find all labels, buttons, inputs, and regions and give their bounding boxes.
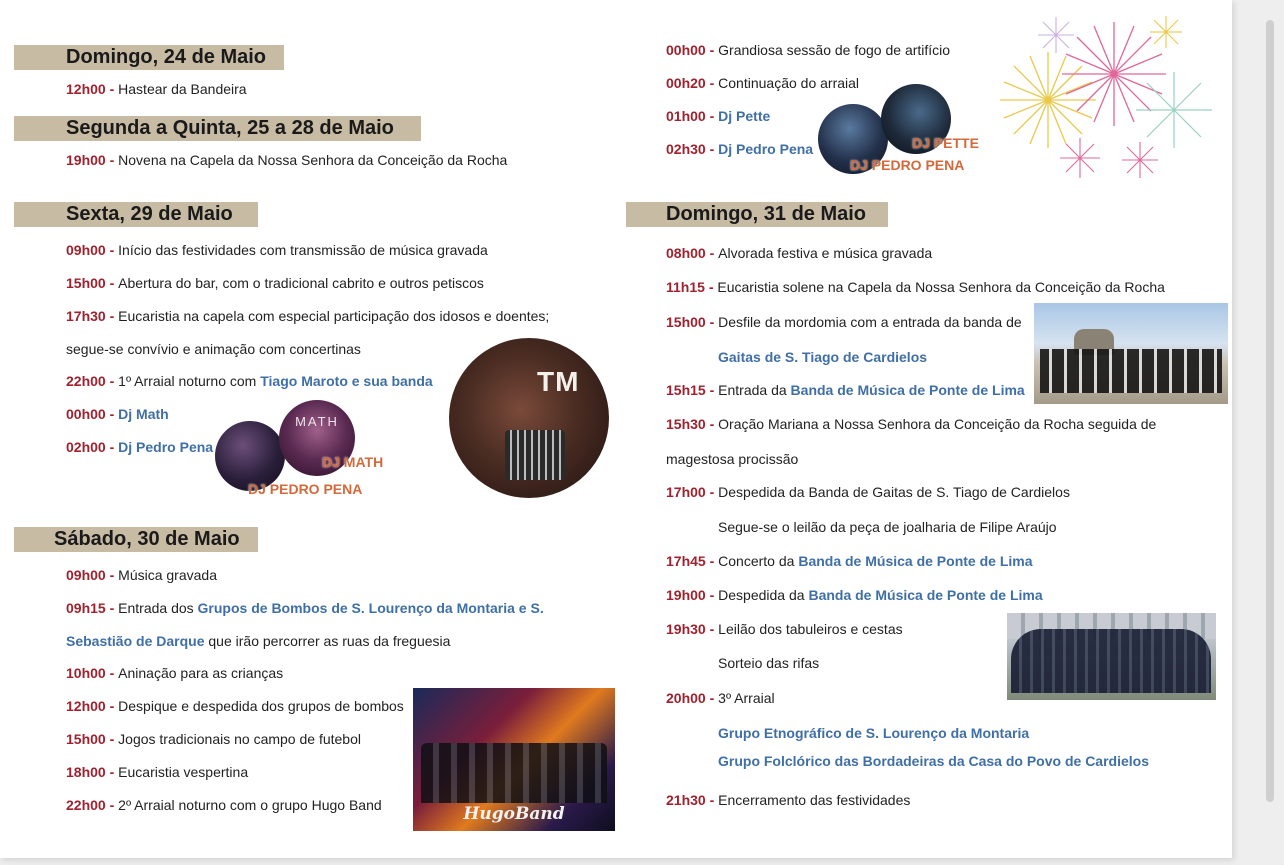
band-members-shape [1040, 349, 1222, 393]
event-highlight: Banda de Música de Ponte de Lima [798, 553, 1033, 569]
math-logo: MATH [295, 414, 339, 429]
schedule-row: 20h00 - 3º Arraial [666, 690, 775, 706]
event-text: Música gravada [118, 567, 217, 583]
event-time: 09h15 [66, 600, 106, 616]
event-time: 20h00 [666, 690, 706, 706]
schedule-row: 12h00 - Despique e despedida dos grupos de bombos [66, 698, 404, 714]
event-text: Hastear da Bandeira [118, 81, 247, 97]
event-time: 17h45 [666, 553, 706, 569]
event-time: 15h30 [666, 416, 706, 432]
band-members-shape [1011, 629, 1211, 693]
event-text: Eucaristia solene na Capela da Nossa Senhora da Conceição da Rocha [717, 279, 1165, 295]
event-text: Novena na Capela da Nossa Senhora da Conceição da Rocha [118, 152, 508, 168]
event-time: 01h00 [666, 108, 706, 124]
event-time: 19h00 [66, 152, 106, 168]
schedule-row: 18h00 - Eucaristia vespertina [66, 764, 249, 780]
event-time: 19h30 [666, 621, 706, 637]
event-highlight: Dj Pette [718, 108, 771, 124]
event-text: Abertura do bar, com o tradicional cabrito e outros petiscos [118, 275, 484, 291]
scrollbar[interactable] [1266, 20, 1274, 802]
event-text: Grandiosa sessão de fogo de artifício [718, 42, 951, 58]
event-text: segue-se convívio e animação com concertinas [66, 341, 361, 357]
schedule-row-indented [718, 518, 1057, 536]
schedule-row: 21h30 - Encerramento das festividades [666, 792, 911, 808]
schedule-row: 09h00 - Início das festividades com transmissão de música gravada [66, 242, 488, 258]
event-text: Despedida da [718, 587, 809, 603]
dj-pette-label: DJ PETTE [912, 135, 979, 151]
schedule-row: 00h00 - Dj Math [66, 406, 169, 422]
event-text: Entrada da [718, 382, 791, 398]
event-time: 12h00 [66, 81, 106, 97]
schedule-row-indented [718, 752, 1149, 770]
event-text: Eucaristia vespertina [118, 764, 249, 780]
schedule-row: 19h00 - Novena na Capela da Nossa Senhora da Conceição da Rocha [66, 152, 508, 168]
schedule-row: 15h15 - Entrada da Banda de Música de Ponte de Lima [666, 382, 1025, 398]
accordion-shape [505, 430, 565, 480]
schedule-row: 00h20 - Continuação do arraial [666, 75, 860, 91]
schedule-row: 22h00 - 2º Arraial noturno com o grupo Hugo Band [66, 797, 382, 813]
event-text: 3º Arraial [718, 690, 775, 706]
banda-musica-photo [1007, 613, 1216, 700]
section-title: Domingo, 31 de Maio [666, 203, 867, 225]
event-time: 09h00 [66, 242, 106, 258]
event-text: Despique e despedida dos grupos de bombos [118, 698, 404, 714]
schedule-row: 15h00 - Abertura do bar, com o tradicional cabrito e outros petiscos [66, 275, 484, 291]
event-text: Jogos tradicionais no campo de futebol [118, 731, 361, 747]
event-time: 22h00 [66, 373, 106, 389]
schedule-row: 00h00 - Grandiosa sessão de fogo de artifício [666, 42, 951, 58]
band-members-shape [421, 743, 607, 803]
event-text: Concerto da [718, 553, 799, 569]
schedule-row: 09h15 - Entrada dos Grupos de Bombos de S. Lourenço da Montaria e S. [66, 600, 544, 616]
event-text: Continuação do arraial [718, 75, 860, 91]
header-sexta-29 [14, 202, 258, 227]
schedule-row: 17h00 - Despedida da Banda de Gaitas de S. Tiago de Cardielos [666, 484, 1070, 500]
header-segunda-quinta [14, 116, 421, 141]
firework-burst [1000, 52, 1096, 148]
event-text: Segue-se o leilão da peça de joalharia de Filipe Araújo [718, 519, 1057, 535]
schedule-row: 09h00 - Música gravada [66, 567, 217, 583]
schedule-row-indented [718, 654, 819, 672]
event-time: 10h00 [66, 665, 106, 681]
firework-burst [1136, 72, 1212, 148]
event-time: 15h00 [66, 731, 106, 747]
event-highlight: Dj Pedro Pena [718, 141, 814, 157]
event-time: 00h20 [666, 75, 706, 91]
schedule-row-continued [66, 340, 361, 358]
event-highlight: Gaitas de S. Tiago de Cardielos [718, 349, 928, 365]
schedule-row: 08h00 - Alvorada festiva e música gravada [666, 245, 933, 261]
event-highlight: Grupo Folclórico das Bordadeiras da Casa do Povo de Cardielos [718, 753, 1149, 769]
event-text: Início das festividades com transmissão de música gravada [118, 242, 488, 258]
event-time: 19h00 [666, 587, 706, 603]
schedule-row: 19h30 - Leilão dos tabuleiros e cestas [666, 621, 903, 637]
schedule-row-indented [718, 348, 927, 366]
section-title: Domingo, 24 de Maio [66, 46, 267, 68]
event-time: 08h00 [666, 245, 706, 261]
event-highlight: Grupos de Bombos de S. Lourenço da Montaria e S. [197, 600, 544, 616]
header-domingo-24 [14, 45, 284, 70]
dj-pedro-pena-label-2: DJ PEDRO PENA [850, 157, 965, 173]
event-time: 15h15 [666, 382, 706, 398]
event-time: 12h00 [66, 698, 106, 714]
event-text: 1º Arraial noturno com [118, 373, 261, 389]
schedule-row: 02h00 - Dj Pedro Pena [66, 439, 214, 455]
schedule-row: 12h00 - Hastear da Bandeira [66, 81, 247, 97]
event-highlight: Banda de Música de Ponte de Lima [808, 587, 1043, 603]
event-text: que irão percorrer as ruas da freguesia [204, 633, 451, 649]
event-text: Aninação para as crianças [118, 665, 284, 681]
event-time: 17h30 [66, 308, 106, 324]
event-highlight: Banda de Música de Ponte de Lima [790, 382, 1025, 398]
event-time: 15h00 [66, 275, 106, 291]
dj-math-label: DJ MATH [322, 454, 384, 470]
event-highlight: Dj Pedro Pena [118, 439, 214, 455]
event-time: 00h00 [666, 42, 706, 58]
event-time: 22h00 [66, 797, 106, 813]
tiago-maroto-photo [449, 338, 609, 498]
section-title: Sábado, 30 de Maio [54, 528, 240, 550]
schedule-row: 15h30 - Oração Mariana a Nossa Senhora da Conceição da Rocha seguida de [666, 416, 1157, 432]
gaitas-band-photo [1034, 303, 1228, 404]
fireworks-illustration [996, 10, 1218, 185]
event-text: Encerramento das festividades [718, 792, 911, 808]
event-text: Sorteio das rifas [718, 655, 820, 671]
header-domingo-31 [626, 202, 888, 227]
schedule-row: 17h30 - Eucaristia na capela com especial participação dos idosos e doentes; [66, 308, 550, 324]
event-text: Eucaristia na capela com especial participação dos idosos e doentes; [118, 308, 550, 324]
tm-logo: TM [537, 366, 580, 397]
event-time: 02h00 [66, 439, 106, 455]
hugo-band-logo: HugoBand [463, 804, 565, 824]
schedule-row-continued [66, 632, 450, 650]
event-text: Desfile da mordomia com a entrada da banda de [718, 314, 1022, 330]
schedule-row: 02h30 - Dj Pedro Pena [666, 141, 814, 157]
event-time: 18h00 [66, 764, 106, 780]
schedule-row: 11h15 - Eucaristia solene na Capela da Nossa Senhora da Conceição da Rocha [666, 279, 1165, 295]
event-text: magestosa procissão [666, 451, 799, 467]
event-highlight: Tiago Maroto e sua banda [260, 373, 433, 389]
schedule-row: 22h00 - 1º Arraial noturno com Tiago Maroto e sua banda [66, 373, 433, 389]
hugo-band-photo [413, 688, 615, 831]
schedule-row: 15h00 - Jogos tradicionais no campo de futebol [66, 731, 361, 747]
dj-pedro-pena-label: DJ PEDRO PENA [248, 481, 363, 497]
event-highlight: Dj Math [118, 406, 169, 422]
event-time: 09h00 [66, 567, 106, 583]
event-text: Oração Mariana a Nossa Senhora da Conceição da Rocha seguida de [718, 416, 1157, 432]
event-time: 15h00 [666, 314, 706, 330]
event-text: Alvorada festiva e música gravada [718, 245, 933, 261]
section-title: Sexta, 29 de Maio [66, 203, 233, 225]
schedule-row: 19h00 - Despedida da Banda de Música de Ponte de Lima [666, 587, 1043, 603]
event-time: 21h30 [666, 792, 706, 808]
event-time: 17h00 [666, 484, 706, 500]
schedule-row: 15h00 - Desfile da mordomia com a entrada da banda de [666, 314, 1022, 330]
event-time: 11h15 [666, 279, 705, 295]
schedule-row: 17h45 - Concerto da Banda de Música de Ponte de Lima [666, 553, 1033, 569]
event-text: 2º Arraial noturno com o grupo Hugo Band [118, 797, 382, 813]
header-sabado-30 [14, 527, 258, 552]
section-title: Segunda a Quinta, 25 a 28 de Maio [66, 117, 394, 139]
schedule-row-continued [666, 450, 798, 468]
event-text: Entrada dos [118, 600, 198, 616]
event-time: 00h00 [66, 406, 106, 422]
event-text: Despedida da Banda de Gaitas de S. Tiago de Cardielos [718, 484, 1070, 500]
event-highlight: Grupo Etnográfico de S. Lourenço da Montaria [718, 725, 1030, 741]
schedule-row-indented [718, 724, 1029, 742]
schedule-row: 01h00 - Dj Pette [666, 108, 771, 124]
event-time: 02h30 [666, 141, 706, 157]
event-text: Leilão dos tabuleiros e cestas [718, 621, 903, 637]
event-highlight: Sebastião de Darque [66, 633, 205, 649]
schedule-row: 10h00 - Aninação para as crianças [66, 665, 284, 681]
